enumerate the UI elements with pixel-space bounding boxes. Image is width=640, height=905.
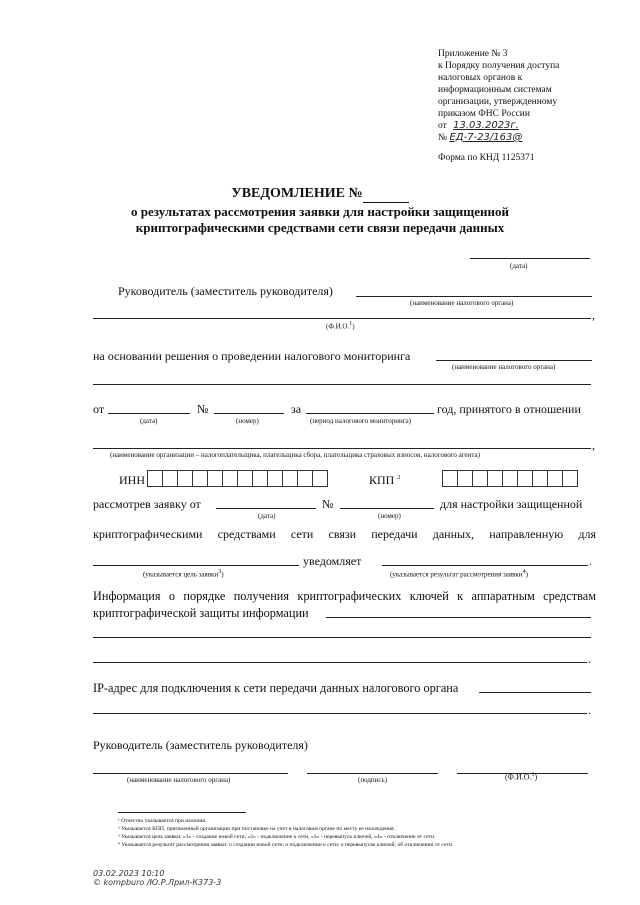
sign-authority-line bbox=[93, 773, 288, 774]
kpp-cell bbox=[562, 470, 578, 487]
inn-cell bbox=[312, 470, 328, 487]
appendix-line: организации, утвержденному bbox=[438, 97, 558, 107]
date-field-line bbox=[108, 413, 190, 414]
caption-date-2: (дата) bbox=[140, 417, 158, 425]
footnote: ³ Указывается цель заявки: «1» - создание новой сети, «2» - подключение к сети, «3» - перевыпуск ключей, «4» - отключение от сети. bbox=[118, 834, 436, 840]
inn-cell bbox=[192, 470, 208, 487]
caption-number: (номер) bbox=[236, 417, 259, 425]
purpose-line bbox=[93, 565, 299, 566]
caption-sign-authority: (наименование налогового органа) bbox=[127, 776, 231, 784]
appendix-num-label: № bbox=[438, 133, 448, 143]
inn-cell bbox=[177, 470, 193, 487]
ip-line bbox=[479, 692, 591, 693]
period-mark: . bbox=[588, 652, 591, 666]
caption-tax-authority: (наименование налогового органа) bbox=[410, 299, 514, 307]
no-label-2: № bbox=[322, 497, 334, 511]
appendix-line: информационным системам bbox=[438, 85, 552, 95]
ip-text: IP-адрес для подключения к сети передачи данных налогового органа bbox=[93, 681, 459, 695]
caption-number-2: (номер) bbox=[378, 512, 401, 520]
fio-line bbox=[93, 318, 591, 319]
inn-cell bbox=[252, 470, 268, 487]
caption-result-text: (указывается результат рассмотрения заявки bbox=[390, 570, 523, 579]
ip-line bbox=[93, 713, 587, 714]
title-main: УВЕДОМЛЕНИЕ № bbox=[231, 186, 363, 201]
appendix-date-handwritten: 13.03.2023г. bbox=[453, 120, 519, 131]
tax-authority-line-2 bbox=[436, 360, 592, 361]
kpp-cell bbox=[547, 470, 563, 487]
kpp-cell bbox=[472, 470, 488, 487]
info-line bbox=[326, 617, 591, 618]
appendix-block bbox=[438, 48, 559, 164]
kpp-cell bbox=[442, 470, 458, 487]
org-name-line bbox=[93, 448, 591, 449]
info-line bbox=[93, 662, 587, 663]
caption-fio: (Ф.И.О.$^1$) bbox=[326, 321, 355, 331]
period-mark: . bbox=[588, 703, 591, 717]
notifies-text: уведомляет bbox=[303, 554, 362, 568]
blank-line bbox=[93, 384, 591, 385]
footnote: ² Указывается КПП, присвоенный организации при постановке на учет в налоговом органе по месту ее нахождения. bbox=[118, 826, 396, 832]
footnote-separator bbox=[118, 812, 246, 813]
caption-fio-text: (Ф.И.О. bbox=[326, 322, 350, 331]
title-line-2: о результатах рассмотрения заявки для настройки защищенной bbox=[131, 204, 509, 219]
kpp-cell bbox=[502, 470, 518, 487]
form-code: Форма по КНД 1125371 bbox=[438, 153, 535, 163]
footnote: ¹ Отчество указывается при наличии. bbox=[118, 818, 207, 824]
period-field-line bbox=[306, 413, 434, 414]
stamp-line: © kompburo /Ю.Р.Лрил-К373-3 bbox=[93, 878, 222, 887]
signer-label: Руководитель (заместитель руководителя) bbox=[93, 738, 308, 752]
sup: 2 bbox=[397, 475, 401, 481]
caption-purpose: (указывается цель заявки$^3$) bbox=[143, 569, 224, 579]
caption-fio2-text: (Ф.И.О. bbox=[505, 772, 532, 782]
tax-authority-line bbox=[356, 296, 592, 297]
caption-org-name: (наименование организации – налогоплательщика, плательщика сбора, плательщика страховых взносов, налогового агента) bbox=[110, 451, 480, 459]
info-line bbox=[93, 637, 591, 638]
za-label: за bbox=[291, 402, 302, 416]
reviewed-text: рассмотрев заявку от bbox=[93, 497, 201, 511]
sup: 1 bbox=[349, 321, 353, 327]
no-label: № bbox=[197, 402, 209, 416]
inn-cell bbox=[207, 470, 223, 487]
caption-purpose-text: (указывается цель заявки bbox=[143, 570, 219, 579]
ot-label: от bbox=[93, 402, 105, 416]
signature-line bbox=[307, 773, 438, 774]
inn-label: ИНН bbox=[119, 473, 145, 487]
request-date-line bbox=[216, 508, 316, 509]
inn-cell bbox=[237, 470, 253, 487]
appendix-line: приказом ФНС России bbox=[438, 109, 530, 119]
kpp-cell bbox=[517, 470, 533, 487]
caption-result: (указывается результат рассмотрения заявки$^4$) bbox=[390, 569, 528, 579]
caption-date: (дата) bbox=[510, 262, 528, 270]
kpp-cell bbox=[487, 470, 503, 487]
appendix-ot-label: от bbox=[438, 121, 447, 131]
result-line bbox=[382, 565, 588, 566]
kpp-cell bbox=[457, 470, 473, 487]
kpp-text: КПП bbox=[369, 473, 395, 487]
title-line-3: криптографическими средствами сети связи передачи данных bbox=[135, 220, 505, 235]
request-number-line bbox=[340, 508, 434, 509]
footnote: ⁴ Указывается результат рассмотрения заявки: о создании новой сети; о подключении к сети; о перевыпуске ключей; об отключении от сети. bbox=[118, 842, 454, 848]
print-stamp bbox=[93, 869, 221, 887]
appendix-line: к Порядку получения доступа bbox=[438, 61, 560, 71]
inn-cell bbox=[267, 470, 283, 487]
caption-signature: (подпись) bbox=[358, 776, 388, 784]
stamp-line: 03.02.2023 10:10 bbox=[93, 869, 165, 878]
caption-fio-2: (Ф.И.О.$^1$) bbox=[505, 772, 538, 782]
sup: 3 bbox=[218, 569, 222, 575]
sup: 4 bbox=[522, 569, 526, 575]
for-setup-text: для настройки защищенной bbox=[440, 497, 583, 511]
inn-cell bbox=[282, 470, 298, 487]
caption-period: (период налогового мониторинга) bbox=[310, 417, 412, 425]
inn-cell bbox=[147, 470, 163, 487]
basis-text: на основании решения о проведении налогового мониторинга bbox=[93, 349, 411, 363]
inn-cell bbox=[222, 470, 238, 487]
sup: 1 bbox=[531, 772, 535, 778]
title-number-blank bbox=[363, 186, 409, 203]
kpp-label bbox=[369, 473, 400, 488]
year-text: год, принятого в отношении bbox=[437, 402, 581, 416]
appendix-line: налоговых органов к bbox=[438, 73, 523, 83]
number-field-line bbox=[214, 413, 284, 414]
caption-date-3: (дата) bbox=[258, 512, 276, 520]
inn-cell bbox=[162, 470, 178, 487]
appendix-number-handwritten: ЕД-7-23/163@ bbox=[449, 132, 523, 143]
crypto-line: криптографическими средствами сети связи передачи данных, направленную для bbox=[93, 527, 596, 541]
caption-tax-authority-2: (наименование налогового органа) bbox=[452, 363, 556, 371]
appendix-line: Приложение № 3 bbox=[438, 49, 508, 59]
period-mark: . bbox=[589, 554, 592, 568]
document-title bbox=[0, 186, 640, 203]
comma: , bbox=[592, 438, 595, 452]
info-line-2: криптографической защиты информации bbox=[93, 606, 309, 620]
comma: , bbox=[592, 308, 595, 322]
head-label: Руководитель (заместитель руководителя) bbox=[118, 284, 333, 298]
info-line-1: Информация о порядке получения криптографических ключей к аппаратным средствам bbox=[93, 589, 596, 603]
kpp-cell bbox=[532, 470, 548, 487]
date-line bbox=[470, 258, 590, 259]
inn-cell bbox=[297, 470, 313, 487]
